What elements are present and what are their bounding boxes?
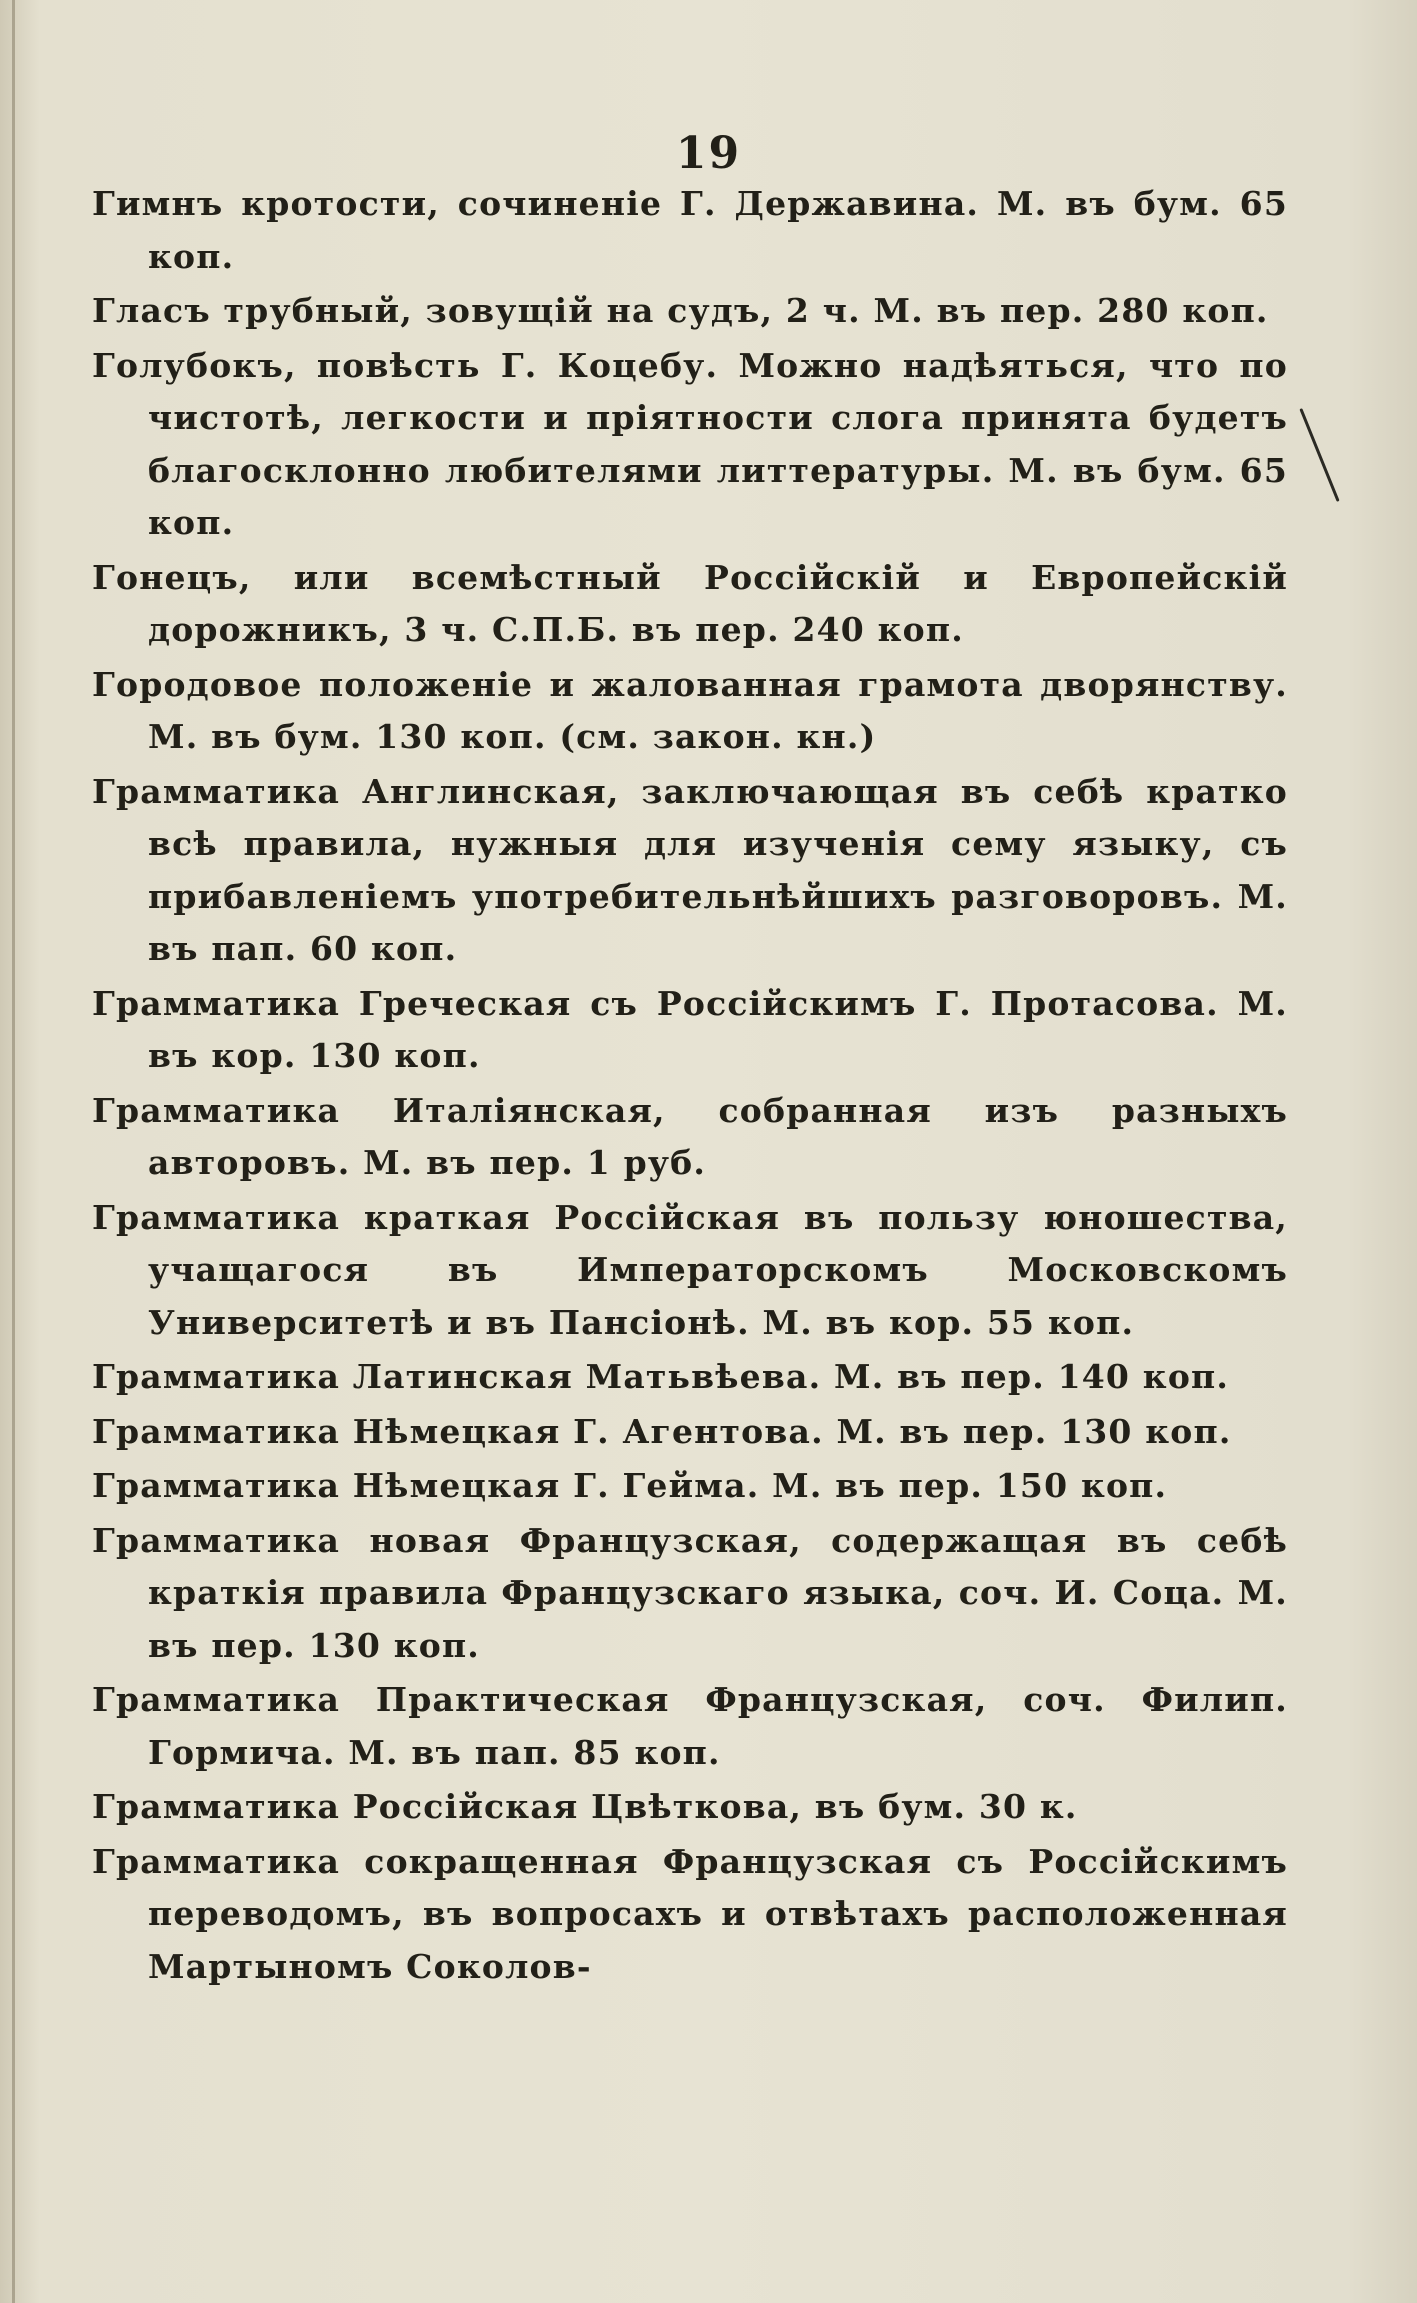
catalog-entry: Грамматика Англинская, заключающая въ себѣ кратко всѣ правила, нужныя для изученія сему языку, съ прибавленіемъ употребительнѣйшихъ разговоровъ. М. въ пап. 60 коп. <box>92 771 1288 968</box>
catalog-entry: Городовое положеніе и жалованная грамота дворянству. М. въ бум. 130 коп. (см. закон. кн.) <box>92 664 1288 756</box>
page-number: 19 <box>675 128 742 179</box>
catalog-entry: Грамматика краткая Россійская въ пользу юношества, учащагося въ Императорскомъ Московскомъ Университетѣ и въ Пансіонѣ. М. въ кор. 55 коп. <box>92 1197 1288 1342</box>
catalog-entries <box>92 178 1288 1995</box>
catalog-entry: Грамматика Россійская Цвѣткова, въ бум. 30 к. <box>92 1787 1078 1826</box>
catalog-entry: Голубокъ, повѣсть Г. Коцебу. Можно надѣяться, что по чистотѣ, легкости и пріятности слога принята будетъ благосклонно любителями литтературы. М. въ бум. 65 коп. <box>92 345 1288 542</box>
catalog-entry: Гонецъ, или всемѣстный Россійскій и Европейскій дорожникъ, 3 ч. С.П.Б. въ пер. 240 коп. <box>92 557 1288 649</box>
catalog-entry: Гласъ трубный, зовущій на судъ, 2 ч. М. въ пер. 280 коп. <box>92 291 1269 330</box>
margin-pen-mark <box>1299 408 1339 502</box>
catalog-entry: Грамматика сокращенная Французская съ Россійскимъ переводомъ, въ вопросахъ и отвѣтахъ расположенная Мартыномъ Соколов- <box>92 1841 1288 1986</box>
catalog-entry: Грамматика Латинская Матьвѣева. М. въ пер. 140 коп. <box>92 1357 1230 1396</box>
page-left-edge <box>12 0 15 2303</box>
catalog-entry: Грамматика Греческая съ Россійскимъ Г. Протасова. М. въ кор. 130 коп. <box>92 983 1288 1075</box>
catalog-entry: Грамматика Нѣмецкая Г. Гейма. М. въ пер. 150 коп. <box>92 1466 1168 1505</box>
catalog-entry: Грамматика Нѣмецкая Г. Агентова. М. въ пер. 130 коп. <box>92 1411 1232 1451</box>
catalog-entry: Гимнъ кротости, сочиненіе Г. Державина. М. въ бум. 65 коп. <box>92 184 1288 276</box>
catalog-entry: Грамматика Италіянская, собранная изъ разныхъ авторовъ. М. въ пер. 1 руб. <box>92 1090 1288 1182</box>
catalog-entry: Грамматика Практическая Французская, соч. Филип. Гормича. М. въ пап. 85 коп. <box>92 1680 1288 1772</box>
catalog-entry: Грамматика новая Французская, содержащая въ себѣ краткія правила Французскаго языка, соч. И. Соца. М. въ пер. 130 коп. <box>92 1520 1288 1665</box>
